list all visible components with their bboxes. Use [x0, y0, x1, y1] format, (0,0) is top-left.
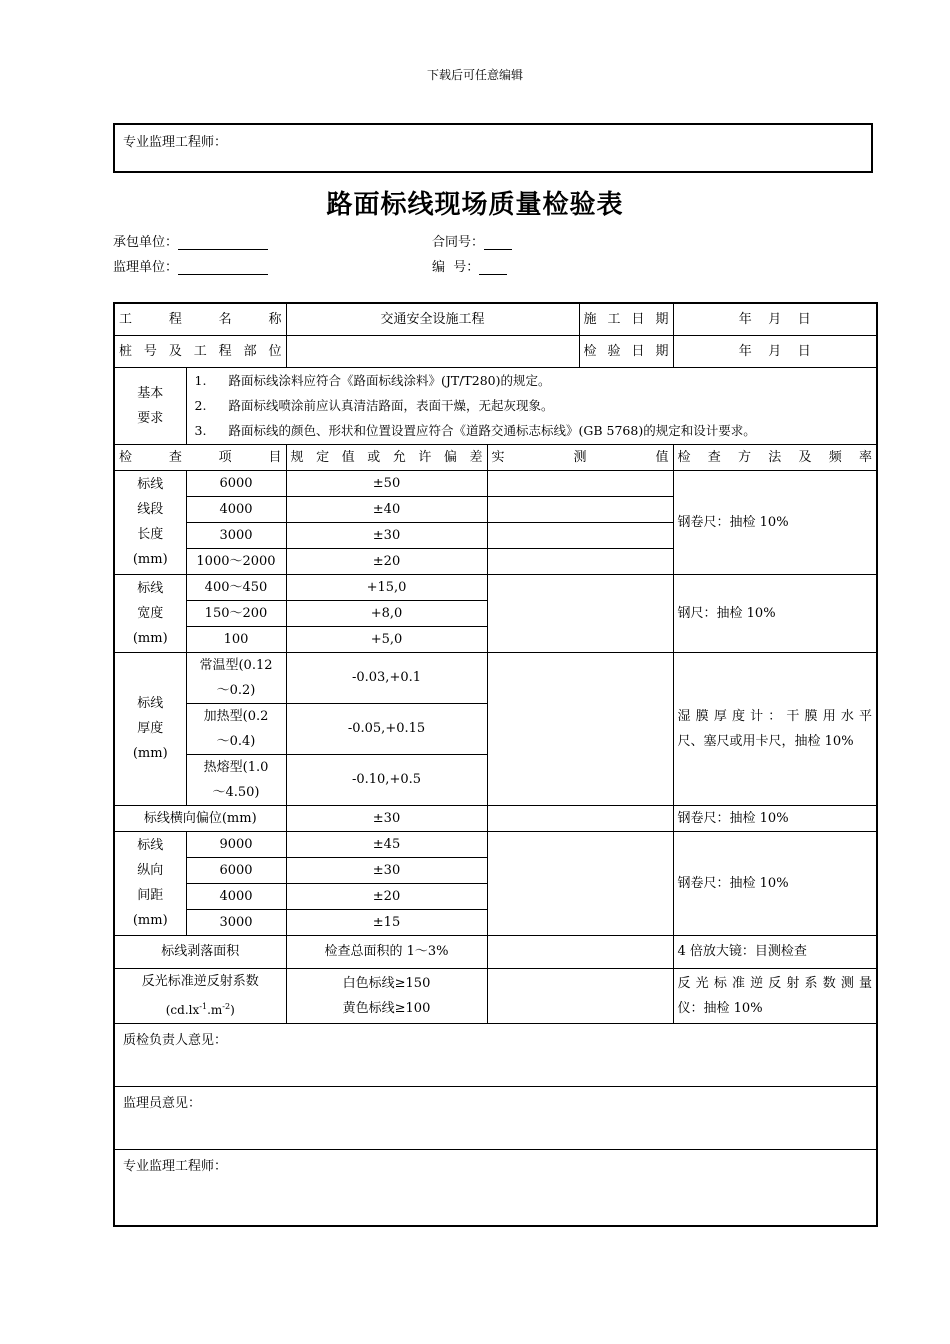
- number-input-line[interactable]: [479, 259, 507, 275]
- inspection-table: [113, 302, 878, 1227]
- length-spec: ±30: [286, 522, 487, 548]
- spacing-spec: ±45: [286, 831, 487, 857]
- measured-cell[interactable]: [487, 831, 673, 935]
- measured-cell[interactable]: [487, 496, 673, 522]
- contractor-label: 承包单位：: [113, 235, 179, 250]
- peeling-label: 标线剥落面积: [114, 935, 286, 968]
- number-label: 编 号：: [432, 260, 480, 275]
- width-group-label: 标线 宽度 (mm): [114, 574, 186, 652]
- spacing-group-label: 标线 纵向 间距 (mm): [114, 831, 186, 935]
- top-signature-label: 专业监理工程师：: [123, 135, 228, 150]
- measured-cell[interactable]: [487, 968, 673, 1023]
- supervisor-opinion-row: [114, 1086, 877, 1149]
- thickness-spec: -0.05,+0.15: [286, 703, 487, 754]
- width-spec: +5,0: [286, 626, 487, 652]
- table-row: [114, 652, 877, 703]
- width-spec: +15,0: [286, 574, 487, 600]
- supervisor-opinion-field[interactable]: [114, 1086, 877, 1149]
- width-sub: 100: [186, 626, 286, 652]
- requirement-item: 1. 路面标线涂料应符合《路面标线涂料》(JT/T280)的规定。: [194, 373, 551, 388]
- measured-cell[interactable]: [487, 805, 673, 831]
- table-row: [114, 935, 877, 968]
- info-row-2: [114, 335, 877, 367]
- peeling-spec: 检查总面积的 1～3%: [286, 935, 487, 968]
- contract-no-label: 合同号：: [432, 235, 485, 250]
- location-value[interactable]: [286, 335, 579, 367]
- measured-cell[interactable]: [487, 935, 673, 968]
- inspection-date-label: 检 验 日 期: [583, 343, 669, 359]
- engineer-opinion-label: 专业监理工程师：: [123, 1158, 228, 1174]
- thickness-group-label: 标线 厚度 (mm): [114, 652, 186, 805]
- retro-label: 反光标准逆反射系数 $(cd.lx^{-1}.m^{-2})$: [114, 968, 286, 1023]
- width-method: 钢尺：抽检 10%: [673, 574, 877, 652]
- spacing-sub: 4000: [186, 883, 286, 909]
- requirement-item: 2. 路面标线喷涂前应认真清洁路面，表面干燥，无起灰现象。: [194, 398, 554, 413]
- project-name-label: 工 程 名 称: [119, 311, 282, 327]
- table-row: [114, 470, 877, 496]
- contract-no-field: [432, 231, 512, 250]
- project-name-value[interactable]: 交通安全设施工程: [286, 303, 579, 335]
- contractor-field: [113, 231, 268, 250]
- thickness-sub: 常温型(0.12 ～0.2): [186, 652, 286, 703]
- lateral-label: 标线横向偏位(mm): [114, 805, 286, 831]
- qc-opinion-label: 质检负责人意见：: [123, 1032, 228, 1048]
- requirement-item: 3. 路面标线的颜色、形状和位置设置应符合《道路交通标志标线》(GB 5768)的规定和设计要求。: [194, 423, 756, 438]
- table-row: [114, 805, 877, 831]
- measured-cell[interactable]: [487, 548, 673, 574]
- measured-cell[interactable]: [487, 522, 673, 548]
- lateral-method: 钢卷尺：抽检 10%: [673, 805, 877, 831]
- basic-requirements-list: [186, 367, 877, 444]
- col-spec-header: 规 定 值 或 允 许 偏 差: [290, 449, 483, 465]
- location-label: 桩 号 及 工 程 部 位: [119, 343, 282, 359]
- width-sub: 150～200: [186, 600, 286, 626]
- peeling-method: 4 倍放大镜：目测检查: [673, 935, 877, 968]
- width-spec: +8,0: [286, 600, 487, 626]
- retro-method: 反光标准逆反射系数测量 仪：抽检 10%: [673, 968, 877, 1023]
- measured-cell[interactable]: [487, 470, 673, 496]
- contract-no-input-line[interactable]: [484, 234, 512, 250]
- header-note: 下载后可任意编辑: [426, 68, 523, 82]
- table-row: [114, 968, 877, 1023]
- lateral-spec: ±30: [286, 805, 487, 831]
- page-title: 路面标线现场质量检验表: [326, 190, 624, 220]
- retro-spec: 白色标线≥150 黄色标线≥100: [286, 968, 487, 1023]
- width-sub: 400～450: [186, 574, 286, 600]
- engineer-opinion-field[interactable]: [114, 1149, 877, 1226]
- length-sub: 3000: [186, 522, 286, 548]
- basic-requirements-label: 基本 要求: [114, 367, 186, 444]
- qc-opinion-field[interactable]: [114, 1023, 877, 1086]
- length-spec: ±20: [286, 548, 487, 574]
- spacing-spec: ±20: [286, 883, 487, 909]
- measured-cell[interactable]: [487, 652, 673, 805]
- spacing-method: 钢卷尺：抽检 10%: [673, 831, 877, 935]
- length-sub: 4000: [186, 496, 286, 522]
- top-signature-box: [113, 123, 873, 173]
- length-sub: 1000～2000: [186, 548, 286, 574]
- spacing-spec: ±15: [286, 909, 487, 935]
- basic-requirements-row: [114, 367, 877, 444]
- length-method: 钢卷尺：抽检 10%: [673, 470, 877, 574]
- engineer-opinion-row: [114, 1149, 877, 1226]
- length-spec: ±50: [286, 470, 487, 496]
- table-row: [114, 574, 877, 600]
- construction-date-value[interactable]: 年 月 日: [673, 303, 877, 335]
- length-spec: ±40: [286, 496, 487, 522]
- supervisor-unit-input-line[interactable]: [178, 259, 268, 275]
- qc-opinion-row: [114, 1023, 877, 1086]
- measured-cell[interactable]: [487, 574, 673, 652]
- col-method-header: 检 查 方 法 及 频 率: [677, 449, 873, 465]
- inspection-date-value[interactable]: 年 月 日: [673, 335, 877, 367]
- thickness-spec: -0.03,+0.1: [286, 652, 487, 703]
- supervisor-opinion-label: 监理员意见：: [123, 1095, 202, 1111]
- col-measured-header: 实 测 值: [491, 449, 669, 465]
- supervisor-unit-label: 监理单位：: [113, 260, 179, 275]
- spacing-spec: ±30: [286, 857, 487, 883]
- spacing-sub: 9000: [186, 831, 286, 857]
- supervisor-unit-field: [113, 256, 268, 275]
- thickness-method: 湿膜厚度计：干膜用水平 尺、塞尺或用卡尺，抽检 10%: [673, 652, 877, 805]
- contractor-input-line[interactable]: [178, 234, 268, 250]
- thickness-sub: 加热型(0.2 ～0.4): [186, 703, 286, 754]
- column-header-row: [114, 444, 877, 470]
- spacing-sub: 3000: [186, 909, 286, 935]
- thickness-sub: 热熔型(1.0 ～4.50): [186, 754, 286, 805]
- col-item-header: 检 查 项 目: [119, 449, 282, 465]
- construction-date-label: 施 工 日 期: [583, 311, 669, 327]
- spacing-sub: 6000: [186, 857, 286, 883]
- length-group-label: 标线 线段 长度 (mm): [114, 470, 186, 574]
- number-field: [432, 256, 507, 275]
- table-row: [114, 831, 877, 857]
- info-row-1: [114, 303, 877, 335]
- thickness-spec: -0.10,+0.5: [286, 754, 487, 805]
- length-sub: 6000: [186, 470, 286, 496]
